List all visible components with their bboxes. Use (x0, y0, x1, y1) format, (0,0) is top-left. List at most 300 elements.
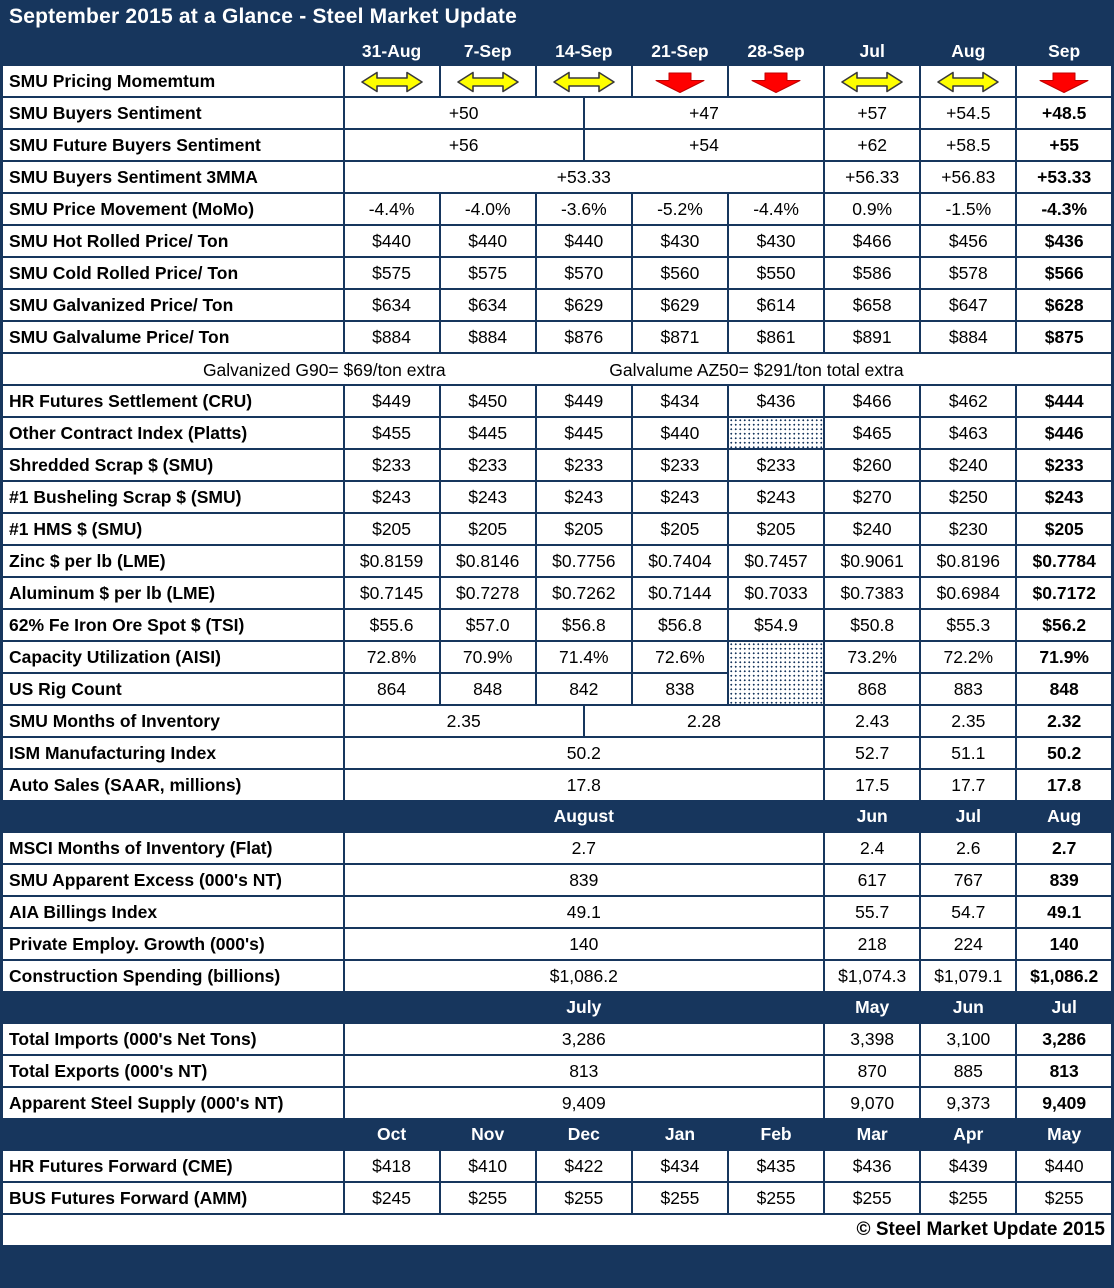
value-cell: 813 (1016, 1055, 1112, 1087)
column-header: July (344, 992, 825, 1023)
column-header: Jul (1016, 992, 1112, 1023)
value-cell: $445 (536, 417, 632, 449)
value-cell: $233 (536, 449, 632, 481)
value-cell: $570 (536, 257, 632, 289)
row-label: SMU Cold Rolled Price/ Ton (2, 257, 344, 289)
value-cell: $255 (632, 1182, 728, 1214)
row-label: Capacity Utilization (AISI) (2, 641, 344, 673)
value-cell: 2.35 (920, 705, 1016, 737)
data-row (2, 673, 1113, 705)
value-cell: -4.3% (1016, 193, 1112, 225)
value-cell: $270 (824, 481, 920, 513)
value-cell: $0.7383 (824, 577, 920, 609)
value-cell: 49.1 (1016, 896, 1112, 928)
value-cell: 839 (1016, 864, 1112, 896)
value-cell: $233 (1016, 449, 1112, 481)
value-cell: $56.2 (1016, 609, 1112, 641)
value-cell: 52.7 (824, 737, 920, 769)
value-cell: $560 (632, 257, 728, 289)
value-cell: 72.2% (920, 641, 1016, 673)
row-label: 62% Fe Iron Ore Spot $ (TSI) (2, 609, 344, 641)
value-cell: $430 (728, 225, 824, 257)
value-cell: 864 (344, 673, 440, 705)
value-cell: $436 (824, 1150, 920, 1182)
value-cell: -4.4% (344, 193, 440, 225)
value-cell: 3,286 (1016, 1023, 1112, 1055)
value-cell: $410 (440, 1150, 536, 1182)
row-label: Auto Sales (SAAR, millions) (2, 769, 344, 801)
galvanized-extra-note: Galvanized G90= $69/ton extra (202, 360, 446, 380)
value-cell: $446 (1016, 417, 1112, 449)
value-cell: $255 (440, 1182, 536, 1214)
value-cell: $0.7457 (728, 545, 824, 577)
data-row (2, 65, 1113, 97)
column-header: 31-Aug (344, 37, 440, 65)
value-cell: $884 (920, 321, 1016, 353)
value-cell: $575 (344, 257, 440, 289)
value-cell: -4.4% (728, 193, 824, 225)
footer-row (2, 1214, 1113, 1248)
value-cell: $566 (1016, 257, 1112, 289)
column-header: August (344, 801, 825, 832)
column-header: 7-Sep (440, 37, 536, 65)
value-cell: $233 (632, 449, 728, 481)
value-cell: 3,398 (824, 1023, 920, 1055)
column-header: Apr (920, 1119, 1016, 1150)
value-cell: $230 (920, 513, 1016, 545)
value-cell: $449 (344, 385, 440, 417)
value-cell: $0.7262 (536, 577, 632, 609)
column-header: Jun (824, 801, 920, 832)
value-cell: $233 (728, 449, 824, 481)
data-row (2, 832, 1113, 864)
page-title: September 2015 at a Glance - Steel Market Update (0, 0, 1114, 36)
value-cell: $444 (1016, 385, 1112, 417)
value-cell: $884 (344, 321, 440, 353)
value-cell: $422 (536, 1150, 632, 1182)
value-cell: $205 (536, 513, 632, 545)
value-cell: $1,079.1 (920, 960, 1016, 992)
value-cell: +55 (1016, 129, 1112, 161)
value-cell: 17.5 (824, 769, 920, 801)
value-cell: $435 (728, 1150, 824, 1182)
data-row (2, 449, 1113, 481)
value-cell: $240 (920, 449, 1016, 481)
value-cell: $255 (536, 1182, 632, 1214)
value-cell: 17.8 (344, 769, 825, 801)
data-row (2, 960, 1113, 992)
row-label: SMU Buyers Sentiment (2, 97, 344, 129)
data-row (2, 1023, 1113, 1055)
column-header: Jul (920, 801, 1016, 832)
data-row (2, 1087, 1113, 1119)
value-cell: 883 (920, 673, 1016, 705)
value-cell: $57.0 (440, 609, 536, 641)
row-label: Total Imports (000's Net Tons) (2, 1023, 344, 1055)
value-cell: $614 (728, 289, 824, 321)
value-cell: $861 (728, 321, 824, 353)
row-label: SMU Galvalume Price/ Ton (2, 321, 344, 353)
value-cell: 848 (440, 673, 536, 705)
value-cell: $440 (536, 225, 632, 257)
data-row (2, 417, 1113, 449)
row-label: SMU Buyers Sentiment 3MMA (2, 161, 344, 193)
value-cell: 140 (1016, 928, 1112, 960)
value-cell: $891 (824, 321, 920, 353)
value-cell: $434 (632, 385, 728, 417)
row-label: SMU Future Buyers Sentiment (2, 129, 344, 161)
value-cell: $0.7033 (728, 577, 824, 609)
value-cell: 9,070 (824, 1087, 920, 1119)
value-cell: $54.9 (728, 609, 824, 641)
value-cell: 9,409 (1016, 1087, 1112, 1119)
data-row (2, 289, 1113, 321)
value-cell: 71.4% (536, 641, 632, 673)
value-cell: 617 (824, 864, 920, 896)
value-cell: $205 (344, 513, 440, 545)
value-cell: +53.33 (1016, 161, 1112, 193)
value-cell: +54 (584, 129, 824, 161)
row-label: US Rig Count (2, 673, 344, 705)
row-label: MSCI Months of Inventory (Flat) (2, 832, 344, 864)
value-cell: 2.4 (824, 832, 920, 864)
data-row (2, 193, 1113, 225)
value-cell: $465 (824, 417, 920, 449)
no-data-pattern-cell (728, 641, 824, 705)
column-header: Mar (824, 1119, 920, 1150)
value-cell: $634 (440, 289, 536, 321)
momentum-down-icon (632, 65, 728, 97)
value-cell: -1.5% (920, 193, 1016, 225)
data-row (2, 481, 1113, 513)
value-cell: 3,286 (344, 1023, 825, 1055)
section-corner-cell (2, 37, 344, 65)
section-corner-cell (2, 1119, 344, 1150)
column-header: May (1016, 1119, 1112, 1150)
extras-note-cell (2, 353, 1113, 385)
value-cell: $440 (1016, 1150, 1112, 1182)
value-cell: 72.8% (344, 641, 440, 673)
value-cell: $255 (728, 1182, 824, 1214)
data-row (2, 609, 1113, 641)
value-cell: $233 (440, 449, 536, 481)
column-header: Jul (824, 37, 920, 65)
value-cell: 767 (920, 864, 1016, 896)
value-cell: $647 (920, 289, 1016, 321)
value-cell: -3.6% (536, 193, 632, 225)
colhead-row (2, 37, 1113, 65)
data-row (2, 225, 1113, 257)
value-cell: 2.6 (920, 832, 1016, 864)
row-label: #1 Busheling Scrap $ (SMU) (2, 481, 344, 513)
value-cell: $1,074.3 (824, 960, 920, 992)
value-cell: $876 (536, 321, 632, 353)
data-row (2, 864, 1113, 896)
value-cell: 71.9% (1016, 641, 1112, 673)
value-cell: -4.0% (440, 193, 536, 225)
value-cell: 70.9% (440, 641, 536, 673)
row-label: SMU Hot Rolled Price/ Ton (2, 225, 344, 257)
value-cell: $205 (632, 513, 728, 545)
data-row (2, 321, 1113, 353)
value-cell: 838 (632, 673, 728, 705)
value-cell: +48.5 (1016, 97, 1112, 129)
value-cell: $245 (344, 1182, 440, 1214)
value-cell: $440 (440, 225, 536, 257)
column-header: Feb (728, 1119, 824, 1150)
value-cell: $0.8159 (344, 545, 440, 577)
value-cell: +56.33 (824, 161, 920, 193)
column-header: Aug (1016, 801, 1112, 832)
section-corner-cell (2, 801, 344, 832)
value-cell: 72.6% (632, 641, 728, 673)
value-cell: 50.2 (1016, 737, 1112, 769)
row-label: Private Employ. Growth (000's) (2, 928, 344, 960)
momentum-sideways-icon (824, 65, 920, 97)
value-cell: $440 (344, 225, 440, 257)
value-cell: $0.7756 (536, 545, 632, 577)
value-cell: $250 (920, 481, 1016, 513)
value-cell: $586 (824, 257, 920, 289)
value-cell: 2.35 (344, 705, 584, 737)
value-cell: $462 (920, 385, 1016, 417)
value-cell: 55.7 (824, 896, 920, 928)
value-cell: $243 (632, 481, 728, 513)
value-cell: 17.8 (1016, 769, 1112, 801)
value-cell: 839 (344, 864, 825, 896)
row-label: Construction Spending (billions) (2, 960, 344, 992)
data-row (2, 641, 1113, 673)
value-cell: $0.7172 (1016, 577, 1112, 609)
value-cell: +50 (344, 97, 584, 129)
row-label: SMU Pricing Momemtum (2, 65, 344, 97)
column-header: Jun (920, 992, 1016, 1023)
value-cell: +58.5 (920, 129, 1016, 161)
data-row (2, 545, 1113, 577)
value-cell: $436 (728, 385, 824, 417)
value-cell: $463 (920, 417, 1016, 449)
value-cell: $255 (920, 1182, 1016, 1214)
data-row (2, 928, 1113, 960)
data-row (2, 1150, 1113, 1182)
value-cell: $243 (1016, 481, 1112, 513)
value-cell: $1,086.2 (344, 960, 825, 992)
value-cell: $455 (344, 417, 440, 449)
value-cell: $449 (536, 385, 632, 417)
value-cell: $55.3 (920, 609, 1016, 641)
value-cell: 0.9% (824, 193, 920, 225)
value-cell: $243 (440, 481, 536, 513)
column-header: Dec (536, 1119, 632, 1150)
data-row (2, 737, 1113, 769)
column-header: Jan (632, 1119, 728, 1150)
value-cell: $578 (920, 257, 1016, 289)
value-cell: 2.28 (584, 705, 824, 737)
value-cell: 140 (344, 928, 825, 960)
value-cell: $205 (1016, 513, 1112, 545)
value-cell: 2.32 (1016, 705, 1112, 737)
value-cell: $0.7278 (440, 577, 536, 609)
value-cell: 3,100 (920, 1023, 1016, 1055)
data-row (2, 161, 1113, 193)
row-label: ISM Manufacturing Index (2, 737, 344, 769)
row-label: Other Contract Index (Platts) (2, 417, 344, 449)
value-cell: $205 (728, 513, 824, 545)
value-cell: $456 (920, 225, 1016, 257)
value-cell: -5.2% (632, 193, 728, 225)
row-label: Aluminum $ per lb (LME) (2, 577, 344, 609)
glance-table (0, 36, 1114, 1251)
value-cell: 50.2 (344, 737, 825, 769)
row-label: SMU Galvanized Price/ Ton (2, 289, 344, 321)
value-cell: $875 (1016, 321, 1112, 353)
value-cell: +54.5 (920, 97, 1016, 129)
row-label: SMU Price Movement (MoMo) (2, 193, 344, 225)
momentum-sideways-icon (920, 65, 1016, 97)
data-row (2, 129, 1113, 161)
section-row (2, 801, 1113, 832)
value-cell: $450 (440, 385, 536, 417)
value-cell: +62 (824, 129, 920, 161)
column-header: 14-Sep (536, 37, 632, 65)
value-cell: 54.7 (920, 896, 1016, 928)
value-cell: 870 (824, 1055, 920, 1087)
row-label: #1 HMS $ (SMU) (2, 513, 344, 545)
momentum-down-icon (1016, 65, 1112, 97)
value-cell: +56 (344, 129, 584, 161)
data-row (2, 577, 1113, 609)
momentum-sideways-icon (536, 65, 632, 97)
value-cell: $0.8146 (440, 545, 536, 577)
data-row (2, 385, 1113, 417)
value-cell: 2.43 (824, 705, 920, 737)
value-cell: +53.33 (344, 161, 825, 193)
value-cell: $634 (344, 289, 440, 321)
value-cell: $436 (1016, 225, 1112, 257)
value-cell: 9,373 (920, 1087, 1016, 1119)
value-cell: $466 (824, 225, 920, 257)
value-cell: $629 (536, 289, 632, 321)
value-cell: $243 (344, 481, 440, 513)
value-cell: +47 (584, 97, 824, 129)
value-cell: $0.7404 (632, 545, 728, 577)
value-cell: 842 (536, 673, 632, 705)
row-label: Shredded Scrap $ (SMU) (2, 449, 344, 481)
value-cell: $205 (440, 513, 536, 545)
value-cell: 17.7 (920, 769, 1016, 801)
value-cell: $466 (824, 385, 920, 417)
row-label: Zinc $ per lb (LME) (2, 545, 344, 577)
value-cell: $55.6 (344, 609, 440, 641)
column-header: Oct (344, 1119, 440, 1150)
value-cell: $56.8 (632, 609, 728, 641)
column-header: Sep (1016, 37, 1112, 65)
column-header: Nov (440, 1119, 536, 1150)
value-cell: 51.1 (920, 737, 1016, 769)
copyright-text: © Steel Market Update 2015 (2, 1214, 1113, 1248)
note-row (2, 353, 1113, 385)
momentum-sideways-icon (344, 65, 440, 97)
value-cell: $0.6984 (920, 577, 1016, 609)
section-corner-cell (2, 992, 344, 1023)
value-cell: 49.1 (344, 896, 825, 928)
value-cell: $871 (632, 321, 728, 353)
row-label: SMU Months of Inventory (2, 705, 344, 737)
value-cell: $240 (824, 513, 920, 545)
value-cell: +56.83 (920, 161, 1016, 193)
data-row (2, 705, 1113, 737)
section-row (2, 992, 1113, 1023)
galvalume-extra-note: Galvalume AZ50= $291/ton total extra (609, 360, 904, 380)
data-row (2, 97, 1113, 129)
value-cell: 885 (920, 1055, 1016, 1087)
value-cell: 848 (1016, 673, 1112, 705)
row-label: Total Exports (000's NT) (2, 1055, 344, 1087)
data-row (2, 1055, 1113, 1087)
row-label: HR Futures Settlement (CRU) (2, 385, 344, 417)
column-header: 21-Sep (632, 37, 728, 65)
value-cell: 813 (344, 1055, 825, 1087)
value-cell: $0.9061 (824, 545, 920, 577)
value-cell: 9,409 (344, 1087, 825, 1119)
row-label: BUS Futures Forward (AMM) (2, 1182, 344, 1214)
value-cell: $884 (440, 321, 536, 353)
value-cell: 73.2% (824, 641, 920, 673)
value-cell: $440 (632, 417, 728, 449)
value-cell: $575 (440, 257, 536, 289)
value-cell: $1,086.2 (1016, 960, 1112, 992)
momentum-down-icon (728, 65, 824, 97)
value-cell: $260 (824, 449, 920, 481)
glance-table-body (2, 37, 1113, 1248)
data-row (2, 896, 1113, 928)
row-label: Apparent Steel Supply (000's NT) (2, 1087, 344, 1119)
row-label: AIA Billings Index (2, 896, 344, 928)
value-cell: $233 (344, 449, 440, 481)
value-cell: $418 (344, 1150, 440, 1182)
value-cell: $255 (824, 1182, 920, 1214)
value-cell: 868 (824, 673, 920, 705)
value-cell: $0.7145 (344, 577, 440, 609)
value-cell: $658 (824, 289, 920, 321)
momentum-sideways-icon (440, 65, 536, 97)
column-header: May (824, 992, 920, 1023)
value-cell: $56.8 (536, 609, 632, 641)
value-cell: +57 (824, 97, 920, 129)
value-cell: $243 (536, 481, 632, 513)
value-cell: 218 (824, 928, 920, 960)
value-cell: $0.7144 (632, 577, 728, 609)
value-cell: $434 (632, 1150, 728, 1182)
value-cell: $439 (920, 1150, 1016, 1182)
row-label: HR Futures Forward (CME) (2, 1150, 344, 1182)
data-row (2, 257, 1113, 289)
value-cell: $0.7784 (1016, 545, 1112, 577)
value-cell: $445 (440, 417, 536, 449)
column-header: Aug (920, 37, 1016, 65)
value-cell: 224 (920, 928, 1016, 960)
column-header: 28-Sep (728, 37, 824, 65)
value-cell: $50.8 (824, 609, 920, 641)
value-cell: 2.7 (344, 832, 825, 864)
section-row (2, 1119, 1113, 1150)
data-row (2, 769, 1113, 801)
value-cell: $629 (632, 289, 728, 321)
data-row (2, 513, 1113, 545)
value-cell: $243 (728, 481, 824, 513)
value-cell: 2.7 (1016, 832, 1112, 864)
data-row (2, 1182, 1113, 1214)
